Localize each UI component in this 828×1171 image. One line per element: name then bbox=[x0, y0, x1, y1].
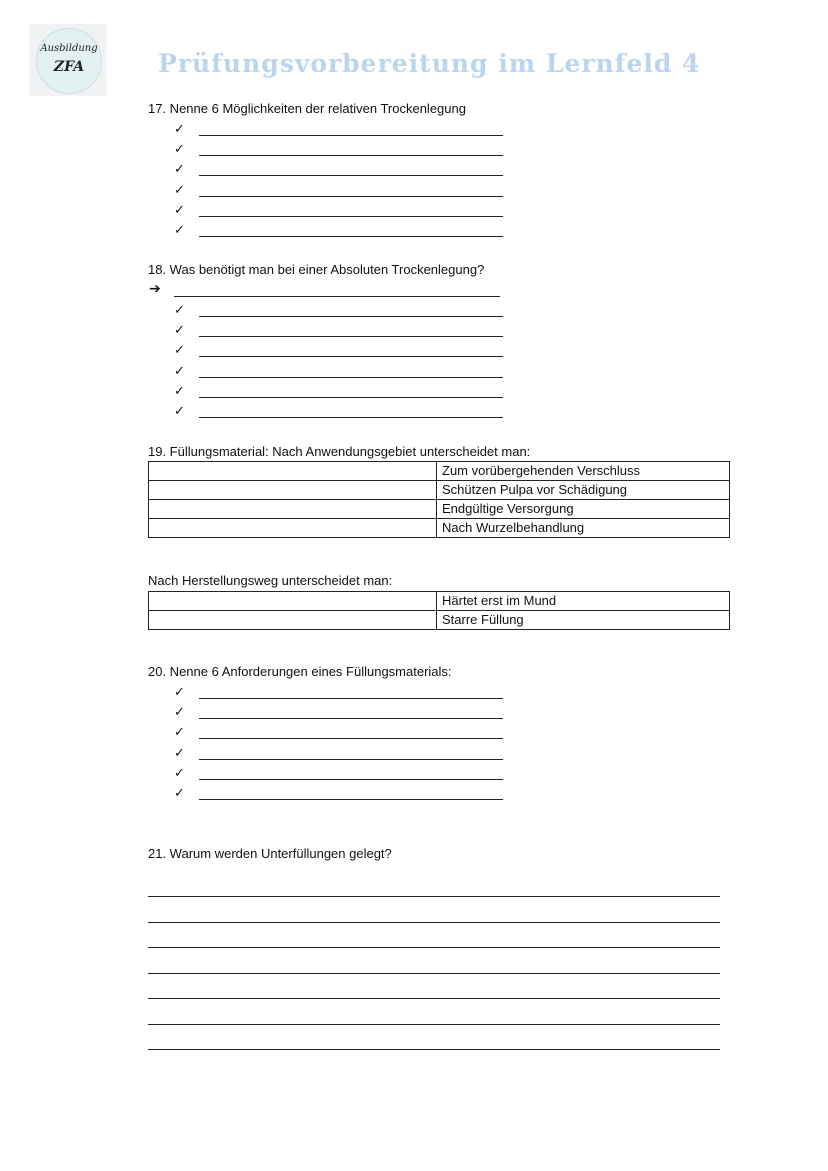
answer-cell[interactable] bbox=[149, 519, 437, 538]
answer-line[interactable] bbox=[148, 947, 720, 948]
check-icon: ✓ bbox=[174, 223, 185, 238]
logo-line2: ZFA bbox=[53, 59, 85, 75]
description-cell: Endgültige Versorgung bbox=[437, 500, 730, 519]
answer-line[interactable] bbox=[199, 196, 503, 197]
description-cell: Nach Wurzelbehandlung bbox=[437, 519, 730, 538]
description-cell: Zum vorübergehenden Verschluss bbox=[437, 462, 730, 481]
check-icon: ✓ bbox=[174, 343, 185, 359]
page-title: Prüfungsvorbereitung im Lernfeld 4 bbox=[158, 49, 701, 78]
answer-line[interactable] bbox=[199, 175, 503, 176]
table-row bbox=[149, 592, 730, 611]
answer-line[interactable] bbox=[199, 718, 503, 719]
question-19: 19. Füllungsmaterial: Nach Anwendungsgebiet unterscheidet man: bbox=[148, 444, 531, 459]
check-icon: ✓ bbox=[174, 685, 185, 700]
answer-line[interactable] bbox=[199, 336, 503, 337]
answer-cell[interactable] bbox=[149, 611, 437, 630]
check-icon: ✓ bbox=[174, 705, 185, 721]
answer-line[interactable] bbox=[199, 417, 503, 418]
answer-line[interactable] bbox=[199, 356, 503, 357]
question-21: 21. Warum werden Unterfüllungen gelegt? bbox=[148, 846, 392, 861]
production-table bbox=[148, 591, 730, 630]
answer-cell[interactable] bbox=[149, 462, 437, 481]
table-row bbox=[149, 500, 730, 519]
production-method-label: Nach Herstellungsweg unterscheidet man: bbox=[148, 573, 393, 588]
answer-line[interactable] bbox=[148, 896, 720, 897]
check-icon: ✓ bbox=[174, 323, 185, 339]
logo bbox=[29, 24, 107, 96]
answer-line[interactable] bbox=[199, 779, 503, 780]
answer-line[interactable] bbox=[199, 759, 503, 760]
answer-line[interactable] bbox=[148, 922, 720, 923]
answer-line[interactable] bbox=[199, 698, 503, 699]
table-row bbox=[149, 462, 730, 481]
check-icon: ✓ bbox=[174, 725, 185, 741]
answer-line[interactable] bbox=[199, 738, 503, 739]
answer-line[interactable] bbox=[148, 1024, 720, 1025]
check-icon: ✓ bbox=[174, 303, 185, 318]
check-icon: ✓ bbox=[174, 182, 185, 198]
check-icon: ✓ bbox=[174, 745, 185, 761]
arrow-icon: ➔ bbox=[149, 281, 161, 297]
check-icon: ✓ bbox=[174, 383, 185, 399]
check-icon: ✓ bbox=[174, 122, 185, 137]
answer-line[interactable] bbox=[199, 155, 503, 156]
answer-line[interactable] bbox=[199, 236, 503, 237]
answer-line[interactable] bbox=[199, 397, 503, 398]
application-table bbox=[148, 461, 730, 538]
check-icon: ✓ bbox=[174, 162, 185, 178]
table-row bbox=[149, 519, 730, 538]
answer-line[interactable] bbox=[199, 377, 503, 378]
answer-line[interactable] bbox=[174, 296, 500, 297]
answer-line[interactable] bbox=[148, 998, 720, 999]
check-icon: ✓ bbox=[174, 786, 185, 801]
answer-line[interactable] bbox=[199, 799, 503, 800]
answer-line[interactable] bbox=[148, 973, 720, 974]
description-cell: Schützen Pulpa vor Schädigung bbox=[437, 481, 730, 500]
question-17: 17. Nenne 6 Möglichkeiten der relativen Trockenlegung bbox=[148, 101, 466, 116]
answer-line[interactable] bbox=[199, 135, 503, 136]
description-cell: Starre Füllung bbox=[437, 611, 730, 630]
check-icon: ✓ bbox=[174, 765, 185, 781]
answer-cell[interactable] bbox=[149, 592, 437, 611]
answer-line[interactable] bbox=[148, 1049, 720, 1050]
logo-line1: Ausbildung bbox=[40, 43, 98, 54]
answer-line[interactable] bbox=[199, 216, 503, 217]
table-row bbox=[149, 481, 730, 500]
check-icon: ✓ bbox=[174, 202, 185, 218]
table-row bbox=[149, 611, 730, 630]
answer-line[interactable] bbox=[199, 316, 503, 317]
answer-cell[interactable] bbox=[149, 500, 437, 519]
description-cell: Härtet erst im Mund bbox=[437, 592, 730, 611]
check-icon: ✓ bbox=[174, 404, 185, 419]
question-18: 18. Was benötigt man bei einer Absoluten Trockenlegung? bbox=[148, 262, 485, 277]
check-icon: ✓ bbox=[174, 142, 185, 158]
logo-badge bbox=[36, 28, 102, 94]
check-icon: ✓ bbox=[174, 363, 185, 379]
question-20: 20. Nenne 6 Anforderungen eines Füllungsmaterials: bbox=[148, 664, 452, 679]
answer-cell[interactable] bbox=[149, 481, 437, 500]
